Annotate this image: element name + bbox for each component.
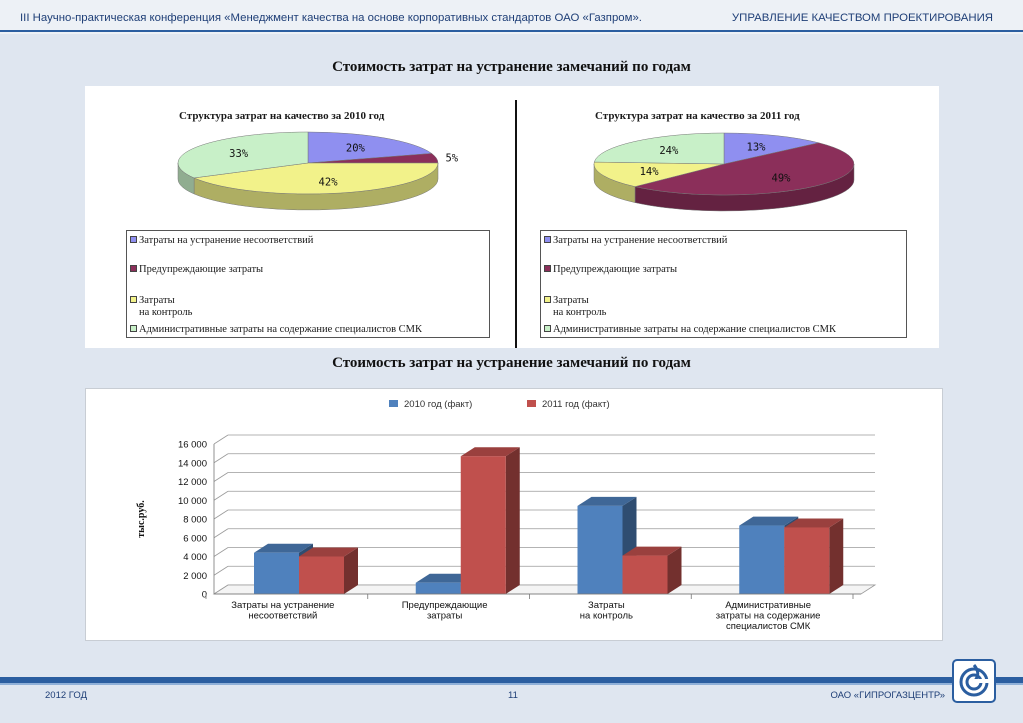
x-tick-label: на контроль bbox=[579, 610, 633, 622]
footer-year: 2012 ГОД bbox=[45, 690, 87, 701]
bar-chart-panel bbox=[85, 388, 943, 641]
bar bbox=[623, 547, 682, 594]
pie-2011-title: Структура затрат на качество за 2011 год bbox=[595, 110, 800, 122]
legend-label: 2010 год (факт) bbox=[404, 399, 473, 410]
y-tick-label: 12 000 bbox=[177, 477, 207, 488]
header-divider bbox=[0, 30, 1023, 32]
footer-band-light bbox=[0, 683, 1023, 685]
legend-swatch bbox=[544, 296, 551, 303]
pie-data-label: 24% bbox=[659, 144, 679, 157]
bar-front bbox=[739, 526, 784, 594]
x-tick-label: Затраты bbox=[588, 600, 625, 611]
bar-chart bbox=[86, 389, 944, 642]
page-title: Стоимость затрат на устранение замечаний по годам bbox=[332, 59, 691, 75]
legend-item bbox=[544, 295, 589, 307]
bar bbox=[784, 518, 843, 594]
legend-swatch bbox=[130, 325, 137, 332]
gridline-side bbox=[214, 473, 228, 482]
legend-swatch bbox=[130, 296, 137, 303]
legend-label: Предупреждающие затраты bbox=[553, 264, 678, 275]
y-tick-label: 4 000 bbox=[183, 552, 207, 563]
legend-swatch bbox=[527, 400, 536, 407]
legend-label: Административные затраты на содержание специалистов СМК bbox=[553, 324, 837, 335]
gridline-side bbox=[214, 566, 228, 575]
company-logo bbox=[952, 659, 996, 703]
pie-chart-2010 bbox=[85, 86, 515, 348]
pie-2010-title: Структура затрат на качество за 2010 год bbox=[179, 110, 385, 122]
x-tick-label: несоответствий bbox=[248, 610, 318, 622]
y-tick-label: 16 000 bbox=[177, 439, 207, 451]
x-tick-label: затраты на содержание bbox=[715, 610, 821, 622]
y-tick-label: 0 bbox=[201, 589, 207, 601]
pie-data-label: 14% bbox=[639, 166, 659, 179]
x-tick-label: Предупреждающие bbox=[401, 600, 488, 611]
x-tick-label: Затраты на устранение bbox=[231, 600, 335, 611]
pie-charts-panel bbox=[85, 86, 939, 348]
legend-label: Затраты на устранение несоответствий bbox=[139, 235, 314, 246]
bar bbox=[461, 447, 520, 594]
y-tick-label: 14 000 bbox=[177, 458, 207, 470]
conference-title: III Научно-практическая конференция «Менеджмент качества на основе корпоративных стандартов ОАО «Газпром». bbox=[20, 12, 642, 24]
pie-data-label: 42% bbox=[318, 176, 338, 189]
page-number: 11 bbox=[508, 690, 518, 701]
bar-front bbox=[416, 583, 461, 594]
gridline-side bbox=[214, 491, 228, 500]
legend-item bbox=[544, 324, 836, 336]
pie-data-label: 49% bbox=[771, 172, 791, 185]
y-tick-label: 2 000 bbox=[183, 570, 207, 582]
bar-front bbox=[784, 527, 829, 594]
bar-front bbox=[461, 456, 506, 594]
section-title: УПРАВЛЕНИЕ КАЧЕСТВОМ ПРОЕКТИРОВАНИЯ bbox=[731, 12, 993, 24]
gridline-side bbox=[214, 454, 228, 463]
legend-label: Предупреждающие затраты bbox=[139, 264, 264, 275]
legend-item bbox=[130, 264, 263, 276]
legend-label: Затраты bbox=[139, 295, 175, 306]
legend-swatch bbox=[130, 265, 137, 272]
legend-item bbox=[130, 295, 175, 307]
legend-label: 2011 год (факт) bbox=[542, 399, 610, 410]
legend-swatch bbox=[544, 325, 551, 332]
bar-front bbox=[254, 553, 299, 594]
gas-logo-icon bbox=[954, 661, 994, 701]
pie-data-label: 5% bbox=[445, 152, 459, 165]
y-tick-label: 8 000 bbox=[183, 514, 207, 526]
pie-data-label: 33% bbox=[229, 148, 249, 161]
legend-label: Затраты bbox=[553, 295, 589, 306]
gridline-side bbox=[214, 435, 228, 444]
legend-label: Административные затраты на содержание специалистов СМК bbox=[139, 324, 423, 335]
x-tick-label: специалистов СМК bbox=[726, 621, 811, 632]
pie-data-label: 20% bbox=[345, 142, 365, 155]
legend-item bbox=[544, 235, 727, 247]
legend-item bbox=[130, 324, 422, 336]
pie-2010-legend bbox=[126, 230, 490, 338]
gridline-side bbox=[214, 548, 228, 557]
pie-chart-2011 bbox=[517, 86, 939, 348]
bar-section-title: Стоимость затрат на устранение замечаний по годам bbox=[332, 355, 691, 371]
bar-side bbox=[506, 447, 520, 594]
bar-front bbox=[299, 557, 344, 595]
footer-company: ОАО «ГИПРОГАЗЦЕНТР» bbox=[830, 690, 945, 701]
bar-side bbox=[829, 518, 843, 594]
gridline-side bbox=[214, 529, 228, 538]
legend-label-cont: на контроль bbox=[139, 307, 193, 318]
bar-front bbox=[623, 556, 668, 594]
bar-legend bbox=[389, 399, 610, 410]
legend-label-cont: на контроль bbox=[553, 307, 607, 318]
legend-swatch bbox=[544, 265, 551, 272]
x-tick-label: Административные bbox=[725, 600, 812, 611]
legend-swatch bbox=[544, 236, 551, 243]
y-axis-label: тыс.руб. bbox=[136, 500, 147, 538]
x-tick-label: затраты bbox=[426, 610, 463, 622]
y-tick-label: 10 000 bbox=[177, 495, 207, 507]
legend-label: Затраты на устранение несоответствий bbox=[553, 235, 728, 246]
legend-swatch bbox=[389, 400, 398, 407]
legend-swatch bbox=[130, 236, 137, 243]
bar bbox=[299, 548, 358, 595]
header-bar bbox=[0, 0, 1023, 34]
legend-item bbox=[544, 264, 677, 276]
bar-front bbox=[578, 506, 623, 594]
legend-item bbox=[130, 235, 313, 247]
pie-data-label: 13% bbox=[746, 141, 766, 154]
pie-2011-legend bbox=[540, 230, 907, 338]
gridline-side bbox=[214, 510, 228, 519]
y-tick-label: 6 000 bbox=[183, 533, 207, 545]
